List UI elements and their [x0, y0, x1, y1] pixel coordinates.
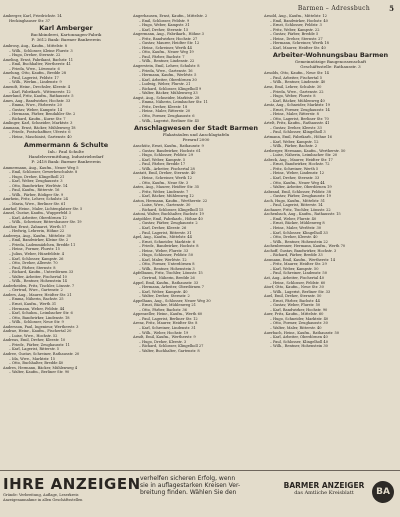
directory-entry: – Heinr., Maler, Ritterstr. 8 [270, 112, 319, 117]
page-number: 5 [389, 4, 394, 13]
directory-entry: Amsel, Gustav, Kaufm., Wupperfeld 3 [3, 211, 71, 216]
directory-entry: Angst, Aug., Schneider, Marktstr. 28 [133, 95, 200, 100]
directory-entry: Ambrosy, Aug., Kaufm., Mittelstr. 8 [3, 44, 67, 49]
business-detail: Geschäftsstelle: Rathausstr. 3 [300, 64, 361, 70]
directory-entry: – Wilh., Rentner, Hohenstein 22 [270, 239, 328, 244]
directory-entry: – Heinr., Maler, Werléstr. 30 [270, 225, 322, 230]
directory-entry: – Karl, Dreher, Sternstr. 33 [270, 175, 320, 180]
directory-entry: Anstatt, Emil, Dreher, Sternstr. 40 [133, 171, 196, 176]
directory-entry: – Walter, Arbeiter, Fischertal 10 [9, 274, 67, 279]
directory-entry: Arzberger, Hermann, Kaufm., Wertherstr. 50 [264, 148, 346, 153]
directory-entry: – Paul, Lagerist, Ritterstr. 31 [139, 230, 192, 235]
directory-entry: – Hermann, Arbeiter, Oberdörnen 7 [139, 285, 204, 290]
directory-entry: – Wilh., Rentner, Lindenstr. 40 [270, 80, 326, 85]
directory-entry: – Paul, Färber, Bredde 17 [139, 162, 186, 167]
directory-entry: Anschütz, Ernst, Kaufm., Rathausstr. 9 [133, 144, 204, 149]
directory-entry: – Otto, Former, Unterdörnen 8 [139, 262, 195, 267]
directory-entry: – Luise, Wwe., Gartenstr. 30 [139, 203, 191, 208]
directory-entry: – Maria, Wwe., Berliner Str. 61 [9, 201, 66, 206]
directory-entry: – Paul, Arbeiter, Fischertal 5 [270, 75, 322, 80]
directory-entry: – Hugo, Schlosser, Feldstr. 50 [139, 253, 194, 258]
directory-entry: – Heinr., Weber, Flurstr. 33 [139, 248, 189, 253]
directory-entry: – Luise, Wwe., Hochstr. 52 [9, 333, 58, 338]
directory-entry: – Otto, Bandwirker, Werléstr. 14 [9, 183, 68, 188]
directory-entry: – Fritz, Bandwirker, Hochstr. 27 [139, 36, 198, 41]
directory-entry: Asbeck, Aug., Maurer, Heidter Str. 17 [264, 157, 333, 162]
directory-entry: Anton, Hermann, Kaufm., Wertherstr. 22 [133, 198, 208, 203]
directory-entry: – Heinr., Weber, Lindenstr. 12 [270, 171, 325, 176]
directory-entry: – Wilh., Färber, Bachstr. 2 [270, 144, 318, 149]
directory-entry: – Richard, Schlosser, Klingelholl 27 [139, 344, 204, 349]
directory-entry: – Fritz, Maurer, Heidter Str. 29 [270, 262, 327, 267]
directory-entry: Angermann, Aug., Fabrikarb., Höhne 3 [133, 32, 204, 37]
directory-entry: Aschauer, Fritz, Tischler, Lönsstr. 22 [264, 207, 331, 212]
directory-entry: – Wilh., Rentner, Hohenstein 3 [139, 266, 195, 271]
directory-entry: – Heinr., Maler, Ritterstr. 20 [139, 109, 191, 114]
directory-entry: Arnolds, Otto, Kaufm., Neue Str. 14 [264, 71, 329, 76]
directory-entry: Aschenbrenner, Hermann, Kaufm., Werth 70 [264, 244, 346, 249]
directory-entry: – Emil, Bandwirker, Hochstr. 40 [270, 18, 328, 23]
directory-entry: – Otto, Kaufm., Neuer Weg 44 [270, 180, 325, 185]
directory-entry: – Otto, Dreher, Kleestr. 40 [270, 235, 318, 240]
directory-entry: – Karl, Maler, Werléstr. 12 [139, 257, 187, 262]
directory-entry: – Walter, Maler, Ritterstr. 40 [270, 326, 322, 330]
directory-entry: – Gustav, Weber, Flurstr. 50 [270, 303, 321, 308]
directory-entry: – Paul, Schlosser, Klingelholl 40 [270, 339, 328, 344]
directory-entry: – Fritz, Weber, Lindenstr. 7 [139, 189, 189, 194]
directory-entry: – Otto, Kaufm., Neue Str. 3 [139, 180, 189, 185]
directory-entry: Asbrand, Emil, Schlosser, Feldstr. 38 [264, 189, 331, 194]
directory-entry: – Emma, Wwe., Färberstr. 20 [9, 103, 62, 108]
directory-entry: Atorf, Otto, Kaufm., Neue Str. 30 [264, 285, 324, 290]
directory-entry: – Hugo, Dreher, Sternstr. 22 [9, 53, 61, 58]
directory-entry: – Wilh., Rentner, Hohenstein 14 [9, 279, 67, 284]
directory-entry: – Paul, Kaufm., Ritterstr. 16 [9, 188, 60, 193]
directory-entry: – Karl, Schuhm., Leimbacher Str. 6 [9, 311, 73, 316]
directory-entry: Angerstein, Emil, Lehrer, Schulstr. 8 [133, 64, 200, 69]
directory-entry: – Karl, Lagerist, Ritterstr. 5 [9, 347, 60, 352]
directory-entry: Amelung, Otto, Kaufm., Bredde 28 [3, 71, 67, 76]
business-name: Arbeiter-Wohnungsbau Barmen [272, 51, 389, 60]
directory-entry: – Ernst, Färber, Bachstr. 44 [270, 298, 320, 303]
directory-entry: Ammermann, Aug., Kaufm., Neuer Weg 5 [3, 165, 79, 170]
directory-entry: – Ernst, Schneider, Marktstr. 6 [139, 239, 195, 244]
ad-body-line: verhelfen sicheren Erfolg, wenn [140, 475, 236, 482]
directory-entry: – Karl, Bäcker, Mühlenweg 40 [270, 98, 325, 103]
business-detail: Fernruf 2000 [182, 137, 210, 143]
directory-entry: – Karl, Schlosser, Kampstr. 26 [9, 256, 64, 261]
directory-entry: – Richard, Schlosser, Klingelholl 15 [139, 207, 204, 212]
directory-entry: – Walter, Arbeiter, Oberdörnen 19 [270, 185, 332, 190]
directory-entry: Ameling, Ernst, Fabrikant, Bachstr. 11 [3, 57, 74, 62]
directory-entry: – Karl, Maurer, Heidter Str. 40 [270, 45, 326, 50]
directory-entry: – Hugo, Weber, Flurstr. 8 [270, 94, 316, 99]
directory-entry: – Otto, Former, Zeughausstr. 30 [270, 321, 328, 326]
directory-entry: – Hermann, Färber, Bendahler Str. 2 [9, 112, 76, 117]
publisher-name: BARMER ANZEIGER [283, 481, 365, 490]
directory-entry: – Karl, Weber, Kampstr. 40 [139, 289, 188, 294]
directory-entry: – Otto, Buchhalter, Bredde 40 [9, 361, 64, 366]
directory-entry: – Karl, Weber, Zeughausstr. 3 [9, 179, 63, 184]
directory-entry: Ammann, Ernst, Bäcker, Mühlenweg 18 [3, 125, 76, 130]
business-detail: Buchbinderei, Kartonnagen-Fabrik [30, 32, 102, 38]
directory-entry: – Wilh., Rentner, Hohenstein 30 [270, 344, 328, 349]
directory-entry: – Karl, Dreher, Kleestr. 26 [139, 225, 187, 230]
directory-entry: – Otto, Lagerist, Berliner Str. 70 [270, 116, 329, 121]
directory-entry: – Gertrud, Wwe., Gartenstr. 2 [9, 288, 63, 293]
business-detail: Handelsvermittlung, Industriebedarf [28, 153, 104, 159]
directory-entry: – Otto, Kaufm., Neuer Weg 19 [139, 50, 194, 55]
directory-entry: Auerbach, Heinr., Kaufm., Rathausstr. 50 [264, 330, 340, 335]
directory-entry: – Hugo, Schlosser, Feldstr. 29 [139, 153, 194, 158]
directory-entry: Arenz, Fritz, Maurer, Heidter Str. 8 [133, 321, 198, 326]
directory-entry: Antes, Aug., Maurer, Heidter Str. 35 [133, 185, 200, 190]
directory-entry: – Fritz, Weber, Kampstr. 22 [270, 27, 320, 32]
business-name: Ammermann & Schulte [23, 140, 109, 149]
directory-entry: – Fritz, Dreher, Kleestr. 18 [139, 104, 188, 109]
directory-entry: – Otto, Former, Zeughausstr. 6 [139, 114, 195, 119]
directory-entry: – Walter, Buchhalter, Gartenstr. 8 [139, 348, 200, 353]
business-notice [264, 51, 397, 69]
ad-headline: IHRE ANZEIGEN [3, 475, 141, 493]
directory-entry: Andersson, Paul, Ingenieur, Wertherstr. 3 [3, 324, 79, 329]
directory-entry: – Walter, Dreher, Sternstr. 2 [139, 294, 190, 299]
directory-entry: – Heinr., Former, Flurstr. 15 [9, 247, 60, 252]
directory-entry: Artelt, Fritz, Kaufm., Rathausstr. 41 [264, 121, 330, 126]
directory-entry: – Richard, Schlosser, Klingelholl 9 [139, 86, 202, 91]
directory-entry: Andereya, Aug., Kaufm., Mittelstr. 30 [3, 233, 72, 238]
directory-entry: Amerland, Fritz, Kaufm., Rathausstr. 5 [3, 94, 74, 99]
directory-entry: – Frieda, Wwe., Löwenstr. 6 [9, 66, 60, 71]
directory-entry: – Hugo, Weber, Kampstr. 31 [139, 23, 190, 28]
directory-entry: Amrhein, Fritz, Lehrer, Schulstr. 24 [3, 197, 68, 202]
directory-column-1 [3, 14, 129, 469]
directory-entry: Antpöhler, Emil, Fabrikarb., Höhne 40 [133, 216, 203, 221]
directory-entry: – Karl, Dreher, Sternstr. 15 [139, 27, 189, 32]
directory-entry: – Karl, Weber, Kampstr. 5 [139, 157, 186, 162]
directory-entry: Amthor, Ernst, Zahnarzt, Werth 57 [3, 224, 67, 229]
directory-entry: – Emil, Schlosser, Gewerbeschulstr. 8 [9, 170, 78, 175]
directory-entry: – Gustav, Färber, Zeughausstr. 19 [270, 194, 331, 199]
directory-entry: – Wilh., Lagerist, Berliner Str. 45 [139, 118, 200, 123]
directory-entry: – Ernst, Bäcker, Mühlenweg 8 [270, 221, 325, 226]
directory-entry: Amlinger, Karl, Schneider, Marktstr. 3 [3, 121, 73, 126]
directory-entry: – Walter, Bäcker, Mühlenweg 33 [139, 91, 198, 96]
directory-entry: – Wilh., Schlosser, Neue Str. 9 [9, 320, 64, 325]
ad-publisher [280, 481, 368, 496]
directory-entry: Arntz, Aug., Schneider, Marktstr. 19 [264, 103, 330, 108]
directory-entry: Amendt, Heinr., Drechsler, Kleestr. 4 [3, 85, 70, 90]
directory-entry: – Hugo, Dreher, Klingelholl 21 [9, 174, 65, 179]
directory-entry: Artmann, Emil, Fabrikarb., Höhne 16 [264, 135, 332, 140]
directory-entry: – Karl, Weber, Kampstr. 50 [270, 266, 319, 271]
directory-entry: – Heinr., Schlosser, Feldstr. 60 [270, 280, 326, 285]
directory-entry: – Ernst, Bandwirker, Hochstr. 72 [270, 162, 330, 167]
ad-note-line: Gründe: Verbreitung, Auflage, Leserkreis [3, 493, 79, 497]
directory-entry: – Wilh., Arbeiter, Fischertal 28 [139, 166, 195, 171]
directory-entry: – Heinr., Dreher, Sternstr. 27 [270, 36, 323, 41]
publisher-logo-icon: BA [372, 481, 394, 503]
directory-entry: – Emil, Buchhalter, Wertherstr. 41 [9, 62, 71, 67]
directory-entry: – Paul, Färber, Sternstr. 8 [9, 265, 56, 270]
ad-body-line: sie in auflagestarken Kreisen Ver- [140, 482, 241, 489]
directory-entry: – Gertrud, Näherin, Bredde 26 [139, 275, 195, 280]
directory-entry: – Hermann, Kaufm., Werléstr. 5 [139, 73, 197, 78]
directory-entry: – Hedwig, Lehrerin, Höhne 22 [9, 229, 65, 234]
directory-entry: – Hermann, Weber, Feldstr. 44 [9, 306, 65, 311]
directory-entry: – Wilh., Weber, Hochstr. 19 [139, 330, 189, 335]
directory-entry: – Ernst, Kaufm., Werth 31 [9, 301, 57, 306]
directory-entry: – Richard, Kaufm., Unterdörnen 33 [9, 270, 74, 275]
directory-entry: Angerhausen, Ernst, Kaufm., Mittelstr. 2 [133, 14, 208, 18]
directory-entry: – Karl, Fabrikarb., Wittenerstr. 12 [9, 89, 71, 94]
directory-entry: Andree, Gustav, Schreiner, Rathausstr. 20 [3, 352, 80, 356]
directory-entry: Andreas, Emil, Dreher, Kleestr. 10 [3, 338, 66, 343]
business-name: Karl Amberger [39, 24, 93, 33]
business-detail: F: 3612 Bank: Barmer Bankverein [31, 37, 101, 43]
directory-entry: – Wilh., Werkm., Lindenstr. 9 [9, 80, 62, 85]
directory-entry: – Heinr., Schreiner, Werth 12 [139, 175, 192, 180]
directory-entry: – Paul, Lagerist, Feldstr. 17 [9, 75, 59, 80]
directory-entry: – Ludwig, Weber, Flurstr. 21 [139, 82, 191, 87]
directory-entry: Assmann, Emil, Kaufm., Wertherstr. 14 [264, 257, 335, 262]
directory-entry: – Gustav, Färber, Bredde 5 [270, 32, 319, 37]
directory-entry: – Karl, Bäcker, Mühlenweg 12 [139, 194, 194, 199]
directory-entry: Andrae, Heinr., Kaufm., Fischertal 20 [3, 329, 72, 334]
publisher-subtitle: das Amtliche Kreisblatt [294, 490, 354, 496]
directory-entry: – Frieda, Ladenmädchen, Bredde 11 [9, 242, 76, 247]
directory-entry: – Fritz, Schreiner, Werth 5 [270, 166, 319, 171]
directory-entry: – Karl, Arbeiter, Oberdörnen 30 [139, 77, 197, 82]
directory-entry: – Emma, Näherin, Leimbacher Str. 11 [139, 100, 208, 105]
directory-entry: Auel, Emil, Dreher, Sternstr. 50 [264, 294, 322, 299]
directory-entry: Andres, Hermann, Bäcker, Mühlenweg 4 [3, 365, 78, 370]
directory-entry: – Julius, Weber, Hünefeldstr. 4 [9, 251, 64, 256]
directory-entry: – Emil, Schlosser, Feldstr. 9 [139, 18, 190, 23]
business-notice [3, 141, 129, 164]
ad-body [140, 475, 270, 496]
directory-entry: Aschenbach, Aug., Kaufm., Rathausstr. 15 [264, 212, 341, 217]
directory-entry: Apfelbaum, Fritz, Tischler, Lönsstr. 15 [133, 271, 203, 276]
directory-entry: Arnold, Aug., Kaufm., Mittelstr. 12 [264, 14, 327, 18]
directory-entry: – Ernst, Former, Zeughausstr. 14 [270, 107, 330, 112]
directory-entry: – Otto, Dreher, Alleestr. 70 [9, 261, 58, 266]
business-notice [133, 124, 259, 142]
directory-entry: – Hermann, Schreiner, Werth 18 [270, 41, 329, 46]
business-detail: Gemeinnützige Baugenossenschaft [294, 59, 367, 65]
directory-entry: – Gustav, Bandwirker, Hochstr. 61 [139, 148, 201, 153]
directory-entry: Amberger, Karl, Friedrichstr. 14 [3, 14, 62, 18]
directory-entry: – Karl, Arbeiter, Oberdörnen 40 [270, 335, 328, 340]
directory-entry: – Gustav, Färber, Zeughausstr. 2 [139, 221, 198, 226]
directory-entry: – Karl, Bandwirker, Hochstr. 90 [270, 307, 328, 312]
directory-entry: – Hugo, Schneider, Marktstr. 40 [270, 316, 329, 321]
directory-entry: – Wilh., Schlosser, Kleine Flurstr. 3 [9, 48, 73, 53]
directory-entry: – Emil, Bandwirker, Kleine Str. 2 [9, 238, 69, 243]
directory-entry: – Frieda, Wwe., Gartenstr. 22 [270, 89, 324, 94]
business-detail: Inh.: Paul Schulte [47, 148, 85, 154]
directory-entry: – Gustav, Maurer, Heidter Str. 12 [139, 41, 200, 46]
directory-entry: – Heinr., Maschinist, Gartenstr. 40 [9, 135, 72, 140]
directory-entry: Auer, Fritz, Kaufm., Mittelstr. 60 [264, 312, 324, 317]
directory-entry: – Ernst, Schlosser, Feldstr. 3 [270, 23, 322, 28]
directory-entry: – Paul, Lagerist, Berliner Str. 12 [139, 316, 198, 321]
page-header [0, 4, 400, 14]
directory-entry: Anders, Aug., Maurer, Heidter Str. 21 [3, 292, 72, 297]
directory-entry: – Frieda, Wwe., Gartenstr. 16 [139, 68, 193, 73]
directory-entry: – Ernst, Bäcker, Mühlenweg 21 [139, 303, 196, 308]
ad-body-line: breitung finden. Wählen Sie den [140, 489, 237, 496]
ad-note [3, 493, 133, 502]
business-notice [3, 24, 129, 42]
directory-entry: Asch, Hugo, Kaufm., Mittelstr. 51 [264, 198, 326, 203]
running-title: Barmen – Adressbuch [297, 5, 370, 12]
directory-entry: – Karl, Schreiner, Lindenstr. 31 [139, 326, 196, 330]
directory-entry: – Wilh., Rentner, Lindenstr. 22 [139, 59, 195, 64]
business-detail: F: 2418 Bank: Barmer Bankverein [31, 158, 101, 164]
directory-entry: – Heinr., Schreiner, Werth 44 [139, 45, 192, 50]
directory-entry: – Paul, Schlosser, Klingelholl 3 [270, 130, 326, 135]
directory-entry: – Paul, Färber, Bachstr. 7 [139, 54, 185, 59]
directory-entry: – Karl, Weber, Kampstr. 12 [270, 139, 319, 144]
directory-entry: Arns, Emil, Lehrer, Schulstr. 30 [264, 85, 322, 90]
directory-entry: Appel, Emil, Kaufm., Rathausstr. 33 [133, 280, 199, 285]
directory-entry: – Otto, Färber, Bachstr. 36 [139, 307, 187, 312]
directory-entry: – Gustav, Dreher, Kleestr. 33 [270, 125, 322, 130]
directory-entry: – Paul, Lagerist, Ritterstr. 14 [270, 203, 323, 208]
directory-entry: – Gustav, Weber, Kampstr. 14 [9, 107, 63, 112]
directory-entry: – Wilh., Schreiner, Rittershauser Str. 19 [9, 220, 82, 225]
business-name: Anschlagwesen der Stadt Barmen [134, 124, 258, 133]
directory-entry: – Friedr., Postschaffner, Uferstr. 6 [9, 130, 71, 135]
directory-entry: – Wilh., Lagerist, Berliner Str. 33 [270, 289, 331, 294]
directory-entry: – Wilh., Färber, Rödiger Str. 9 [9, 192, 64, 197]
directory-entry: – Ida, Wwe., Marktstr. 15 [9, 356, 56, 361]
directory-entry: Aschoff, Gustav, Bandwirker, Hochstr. 3 [264, 248, 337, 253]
directory-entry: – Emma, Näherin, Bachstr. 25 [9, 297, 64, 302]
directory-entry: – Walter, Kaufm., Berliner Str. 90 [9, 370, 70, 375]
directory-entry: – Hugo, Dreher, Kleestr. 3 [139, 339, 187, 344]
directory-entry: – Friedr., Färber, Zeughausstr. 11 [9, 342, 70, 347]
directory-entry: – Emil, Weber, Flurstr. 40 [270, 216, 317, 221]
business-detail: Plakatsäulen und Anschlagtafeln [162, 132, 230, 138]
directory-entry: Appenzeller, Heinr., Kaufm., Werth 60 [133, 312, 203, 317]
directory-entry: Anderheiden, Fritz, Tischler, Lönsstr. 7 [3, 283, 75, 288]
directory-column-3 [264, 14, 397, 469]
directory-entry: Apel, Aug., Kaufm., Mittelstr. 44 [133, 235, 192, 240]
directory-column-2 [133, 14, 259, 469]
directory-entry: – Luise, Näherin, Leimbacher Str. 20 [270, 153, 338, 158]
directory-entry: Arndt, Emil, Kaufm., Wertherstr. 9 [133, 335, 196, 340]
directory-entry: – Richard, Kaufm., Kurze Str. 7 [9, 116, 66, 121]
directory-entry: – Karl, Schlosser, Klingelholl 33 [270, 230, 328, 235]
directory-entry: – Karl, Arbeiter, Oberdörnen 12 [9, 215, 67, 220]
directory-entry: – Paul, Schreiner, Lindenstr. 50 [270, 271, 327, 276]
directory-entry: – Otto, Bandwirker, Lindenstr. 18 [9, 315, 70, 320]
directory-entry: Appelhans, Aug., Schlosser, Neuer Weg 30 [133, 298, 211, 303]
directory-entry: Ames, Aug., Bandwirker, Hochstr. 33 [3, 98, 71, 103]
directory-entry: Ast, Aug., Arbeiter, Fischertal 40 [264, 275, 324, 280]
directory-entry: Heckinghauser Str. 37 [9, 18, 50, 23]
directory-entry: – Friedr., Bandwirker, Hochstr. 8 [139, 244, 199, 249]
ad-note-line: Anzeigenannahme in allen Geschäftsstellen [3, 497, 83, 502]
directory-entry: Amrhof, Heinr., Maler, Lichtenplatzer Str. 5 [3, 206, 83, 211]
advertisement-banner [0, 470, 400, 517]
directory-entry: Antoni, Walter, Buchhalter, Bachstr. 19 [133, 212, 204, 217]
directory-entry: – Richard, Färber, Bredde 33 [270, 253, 323, 258]
